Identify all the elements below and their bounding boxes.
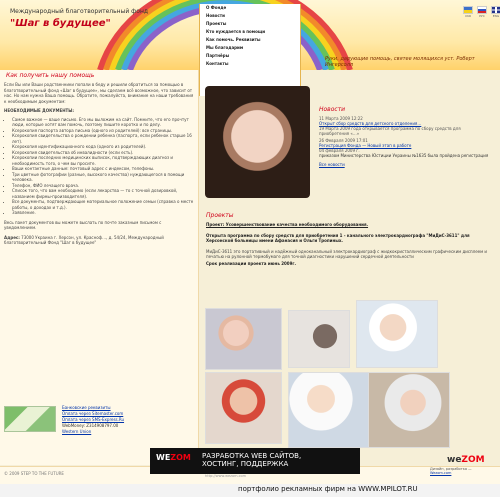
ad-logo-part: ZOM: [170, 453, 191, 462]
help-section-title: Как получить нашу помощь: [6, 72, 95, 79]
address-text: 73000 Украина г. Херсон, ул. Красноф…, д. 54/24, Международный благотворительный Фонд "Шаг в будущее": [4, 234, 164, 245]
lang-ukr-label: UKR: [464, 14, 472, 18]
menu-item-about[interactable]: О Фонде: [206, 5, 227, 10]
wezom-credit-line: Дизайн, разработка —: [430, 467, 472, 471]
news-list: [319, 116, 489, 167]
lang-eng-label: ENG: [492, 14, 500, 18]
watermark-text: портфолио рекламных фирм на WWW.MPILOT.RU: [238, 485, 418, 493]
ad-line: ХОСТИНГ, ПОДДЕРЖКА: [202, 460, 289, 468]
news-link[interactable]: Регистрация Фонда — Новый этап в работе: [319, 143, 412, 148]
news-title: Новости: [319, 106, 346, 113]
project-description: МиДиС-3611 это портативный и надёжный одноканальный электрокардиограф с жидкокристаллическим графическим дисплеем и печатью на рулонной термобумаге для точной диагностики нарушений сердечной деятельности: [206, 249, 488, 259]
document-item: • Ксерокопия идентификационного кода (одного из родителей).: [12, 144, 194, 150]
all-news-link[interactable]: Все новости: [319, 162, 345, 167]
news-date: 26 Февраля 2009 17:01: [319, 138, 368, 143]
news-date: 11 Марта 2009 12:22: [319, 116, 363, 121]
wezom-link[interactable]: Wezom.com: [430, 471, 452, 475]
ukraine-flag-icon: [463, 6, 473, 14]
send-note: Весь пакет документов вы можете выслать по почте заказным письмом с уведомлением.: [4, 219, 162, 230]
document-item: • Ксерокопия свидетельства о рождении ребенка (паспорта, если ребенок старше 16 лет).: [12, 133, 194, 144]
project-body: [206, 222, 491, 266]
lang-ukr[interactable]: [463, 6, 473, 18]
help-intro: Если Вы или Ваши родственники попали в беду и решили обратиться за помощью в благотворительный фонд «Шаг в будущее», мы сделаем всё возможное, что зависит от нас. Но нам нужна Ваша помощь. Обратите, пожалуйста, внимание на наши требования к необходимым документам:: [4, 82, 194, 104]
ad-text: [202, 452, 301, 468]
lang-eng[interactable]: [491, 6, 500, 18]
menu-item-partners[interactable]: Партнёры: [206, 53, 230, 58]
help-section-body: [4, 82, 194, 246]
language-switcher: [463, 6, 500, 18]
link-sms-express[interactable]: Оплата через SMS-Express.Ru: [62, 417, 125, 422]
link-bank-details[interactable]: Банковские реквизиты: [62, 405, 111, 410]
document-item: • Список того, что вам необходимо (если лекарства — то с точной дозировкой, названием фирмы-производителя).: [12, 188, 194, 199]
org-tagline: Международный благотворительный фонд: [10, 8, 149, 15]
link-sitemaster[interactable]: Оплата через Sitemaster.com: [62, 411, 124, 416]
document-item: • Самое важное — ваше письмо. Его мы выложим на сайт. Помните, что его прочтут люди, которые хотят вам помочь, поэтому пишите коротко и по делу.: [12, 117, 194, 128]
document-item: • Все документы, подтверждающие материальное положение семьи (справка о месте работы, о доходах и т.д.).: [12, 199, 194, 210]
project-summary: Открыта программа по сбору средств для приобретения 1 - канального электрокардиографа "МиДиС-3611" для Херсонской больницы имени Афанасия и Ольги Тропиных.: [206, 233, 470, 243]
projects-title: Проекты: [206, 212, 234, 219]
news-link[interactable]: Открыт сбор средств для детского отделения…: [319, 121, 422, 126]
wezom-logo-part: we: [447, 455, 462, 465]
header-quote: Руки, дарующие помощь, святее молящихся уст. Роберт Ингерсолл: [325, 56, 475, 68]
ad-logo-part: WE: [156, 453, 171, 462]
russia-flag-icon: [477, 6, 487, 14]
ad-line: РАЗРАБОТКА WEB САЙТОВ,: [202, 452, 302, 460]
child-photo: [205, 86, 310, 198]
lang-rus[interactable]: [477, 6, 487, 18]
project-deadline: Срок реализации проекта июнь 2009г.: [206, 261, 296, 266]
main-menu: [199, 4, 301, 96]
project-photo: [356, 300, 438, 368]
webmoney-text: WebMoney: Z314908797.00: [62, 423, 119, 428]
org-logo-name[interactable]: "Шаг в будущее": [10, 18, 111, 29]
document-item: • Телефон, ФИО лечащего врача.: [12, 183, 194, 189]
ad-logo: [156, 453, 191, 462]
project-photo: [368, 372, 450, 448]
documents-heading: НЕОБХОДИМЫЕ ДОКУМЕНТЫ:: [4, 108, 75, 113]
document-item: • Три цветные фотографии (разные, высокого качества) нуждающегося в помощи человека.: [12, 172, 194, 183]
menu-item-contacts[interactable]: Контакты: [206, 61, 229, 66]
address-label: Адрес:: [4, 234, 20, 240]
ad-url[interactable]: http://www.wezom.com: [205, 474, 247, 478]
menu-item-how-help[interactable]: Как помочь. Реквизиты: [206, 37, 261, 42]
project-photo: [205, 372, 282, 444]
news-summary: приказом Министерства Юстиции Украины №1635 была пройдена регистрация: [319, 153, 489, 158]
project-photo: [288, 310, 350, 368]
payment-links: [62, 405, 124, 435]
news-date: 19 Марта 2009 года открывается программа по сбору средств для приобретения «…»: [319, 126, 461, 136]
uk-flag-icon: [491, 6, 500, 14]
project-name: Проект: Усовершенствование качества необходимого оборудования.: [206, 222, 369, 227]
wezom-logo[interactable]: [447, 455, 485, 465]
news-date: 04 февраля 2009 г.: [319, 148, 360, 153]
menu-item-news[interactable]: Новости: [206, 13, 225, 18]
wezom-logo-part: ZOM: [461, 455, 485, 465]
document-item: • Ксерокопии последних медицинских выписок, подтверждающих диагноз и необходимость того, о чем вы просите.: [12, 155, 194, 166]
menu-item-projects[interactable]: Проекты: [206, 21, 227, 26]
menu-item-thanks[interactable]: Мы благодарим: [206, 45, 244, 50]
project-photo: [288, 372, 370, 448]
wezom-credit: [430, 467, 472, 475]
project-photo: [205, 308, 282, 370]
document-item: • Ваши контактные данные: почтовый адрес с индексом, телефоны.: [12, 166, 194, 172]
money-icon: [4, 406, 56, 432]
copyright: © 2009 STEP TO THE FUTURE: [4, 471, 64, 476]
document-item: • Заявление.: [12, 210, 194, 216]
link-western-union[interactable]: Western Union: [62, 429, 92, 434]
menu-item-who-needs[interactable]: Кто нуждается в помощи: [206, 29, 266, 34]
documents-list: [4, 117, 194, 216]
lang-rus-label: РУС: [479, 14, 485, 18]
document-item: • Ксерокопия паспорта автора письма (одного из родителей): все страницы.: [12, 128, 194, 134]
document-item: • Ксерокопия свидетельства об инвалидности (если есть).: [12, 150, 194, 156]
